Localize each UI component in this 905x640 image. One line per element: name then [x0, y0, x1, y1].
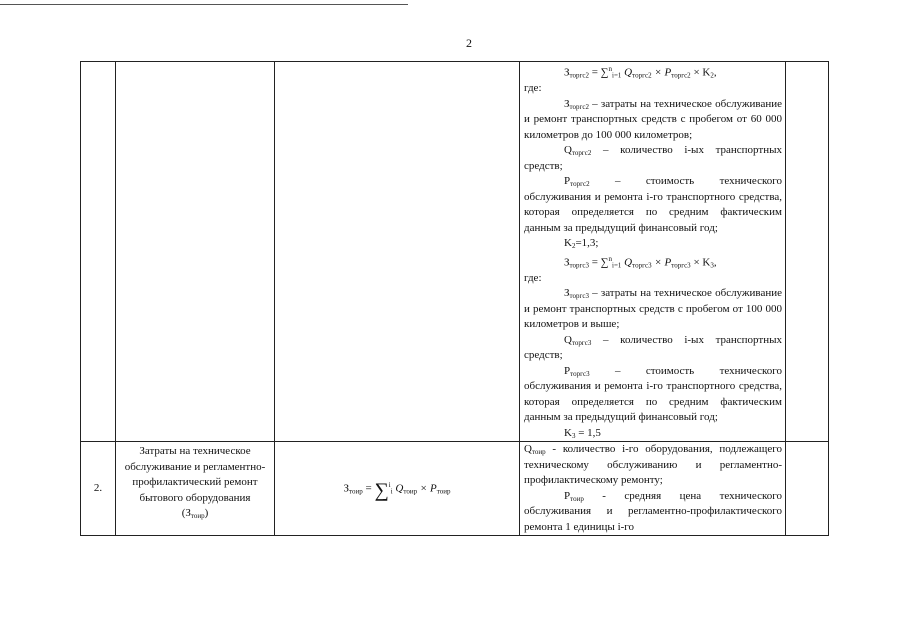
definition-text: – количество i-ых транспортных средств; [524, 144, 782, 172]
formula-eq: = [362, 482, 375, 495]
formula-lhs: З [564, 66, 570, 79]
definition-text: – стоимость технического обслуживания и ремонта i-го транспортного средства, которая определяется по средним фактическим данным за предыдущий финансовый год; [524, 175, 782, 234]
symbol-sub: торгс2 [570, 180, 590, 189]
definition-text: = 1,5 [575, 426, 601, 439]
symbol: K [564, 426, 572, 439]
description-paragraph [524, 489, 782, 536]
cost-item-symbol-close: ) [204, 507, 209, 520]
formula-lhs-sub: тоир [349, 487, 363, 496]
cost-item-symbol: (З [181, 507, 191, 520]
symbol: P [564, 175, 571, 188]
symbol-sub: тоир [531, 448, 546, 457]
definition-text: – затраты на техническое обслуживание и ремонт транспортных средств с пробегом от 100 000 километров и выше; [524, 287, 782, 331]
formula-lhs-sub: торгс3 [569, 261, 589, 270]
formula-tail: , [713, 66, 717, 79]
description-paragraph: где: [524, 82, 542, 95]
description-paragraph: где: [524, 271, 542, 284]
symbol-sub: тоир [570, 494, 584, 503]
description-lines [524, 442, 782, 535]
description-paragraph [524, 236, 782, 252]
formula-lhs: З [564, 256, 570, 269]
page-number: 2 [466, 36, 472, 50]
formula-term-k-sub: 3 [710, 261, 714, 270]
formula-eq: = ∑ [588, 256, 609, 269]
table-row [81, 62, 829, 442]
sum-sup: i [388, 481, 391, 490]
definition-text: =1,3; [575, 237, 599, 250]
definition-text: – затраты на техническое обслуживание и ремонт транспортных средств с пробегом от 60 000 километров до 100 000 километров; [524, 97, 782, 141]
description-paragraph [524, 364, 782, 426]
definition-text: – количество i-ых транспортных средств; [524, 333, 782, 362]
description-paragraph [524, 252, 782, 271]
formula-term-k: × K [690, 66, 711, 79]
header-rule [0, 4, 408, 5]
formula-term-q: Q [395, 482, 404, 495]
description-lines [524, 62, 782, 441]
formula-term-p: × P [417, 482, 437, 495]
formula-term-p-sub: торгс3 [671, 261, 691, 270]
sum-sub: i [390, 487, 393, 496]
sum-sub: i=1 [612, 71, 622, 80]
symbol: P [564, 489, 571, 502]
formula-term-p-sub: торгс2 [671, 71, 691, 80]
symbol: Q [564, 144, 572, 157]
symbol: Q [564, 333, 572, 346]
symbol-sub: 2 [571, 242, 576, 251]
description-paragraph [524, 143, 782, 174]
formula-term-k: × K [690, 256, 711, 269]
definition-text: - количество i-го оборудования, подлежащего техническому обслуживанию и регламентно-профилактическому ремонту; [524, 443, 782, 487]
formula-term-p-sub: тоир [436, 487, 451, 496]
definition-text: – стоимость технического обслуживания и ремонта i-го транспортного средства, которая определяется по средним фактическим данным за предыдущий финансовый год; [524, 364, 782, 424]
cell-extra [786, 442, 829, 536]
cell-description [520, 442, 786, 536]
table-row [81, 442, 829, 536]
formula-term-q-sub: тоир [403, 487, 418, 496]
symbol: K [564, 237, 572, 250]
symbol: З [564, 287, 570, 300]
sum-sup: n [608, 65, 613, 73]
formula-term-q: Q [621, 66, 633, 79]
row-number: 2. [81, 442, 116, 536]
cell-name [116, 62, 275, 442]
cell-formula [275, 62, 520, 442]
formula-tail: , [713, 256, 717, 269]
description-paragraph [524, 442, 782, 489]
symbol-sub: торгс3 [571, 338, 592, 347]
formula-eq: = ∑ [588, 66, 609, 79]
cost-item-name-text: Затраты на техническое обслуживание и регламентно-профилактический ремонт бытового оборудования [124, 445, 266, 504]
sum-sub: i=1 [612, 261, 622, 270]
costs-table [80, 61, 829, 536]
sum-symbol: ∑ [374, 479, 389, 502]
symbol-sub: торгс3 [569, 292, 589, 301]
formula-term-p: × P [651, 256, 672, 269]
formula-term-q: Q [621, 256, 633, 269]
cell-number [81, 62, 116, 442]
definition-text: - средняя цена технического обслуживания и регламентно-профилактического ремонта 1 единицы i-го [524, 489, 782, 533]
symbol-sub: торгс2 [571, 149, 592, 158]
description-paragraph [524, 174, 782, 236]
formula-lhs-sub: торгс2 [569, 71, 589, 80]
cell-description [520, 62, 786, 442]
description-paragraph [524, 62, 782, 81]
cell-extra [786, 62, 829, 442]
symbol: P [564, 364, 571, 377]
formula-term-k-sub: 2 [710, 71, 714, 80]
formula-term-p: × P [651, 66, 672, 79]
formula-term-q-sub: торгс2 [632, 71, 652, 80]
symbol-sub: торгс2 [569, 102, 589, 111]
cost-formula [275, 442, 520, 536]
symbol: З [564, 97, 570, 110]
formula-term-q-sub: торгс3 [632, 261, 652, 270]
description-paragraph [524, 286, 782, 333]
cost-item-symbol-sub: тоир [190, 512, 205, 521]
symbol-sub: торгс3 [570, 369, 590, 378]
symbol: Q [524, 443, 532, 456]
symbol-sub: 3 [571, 431, 576, 440]
cost-item-name [116, 442, 275, 536]
description-paragraph [524, 97, 782, 144]
formula-lhs: З [343, 482, 350, 495]
description-paragraph [524, 426, 782, 442]
description-paragraph [524, 333, 782, 364]
sum-sup: n [608, 254, 613, 263]
